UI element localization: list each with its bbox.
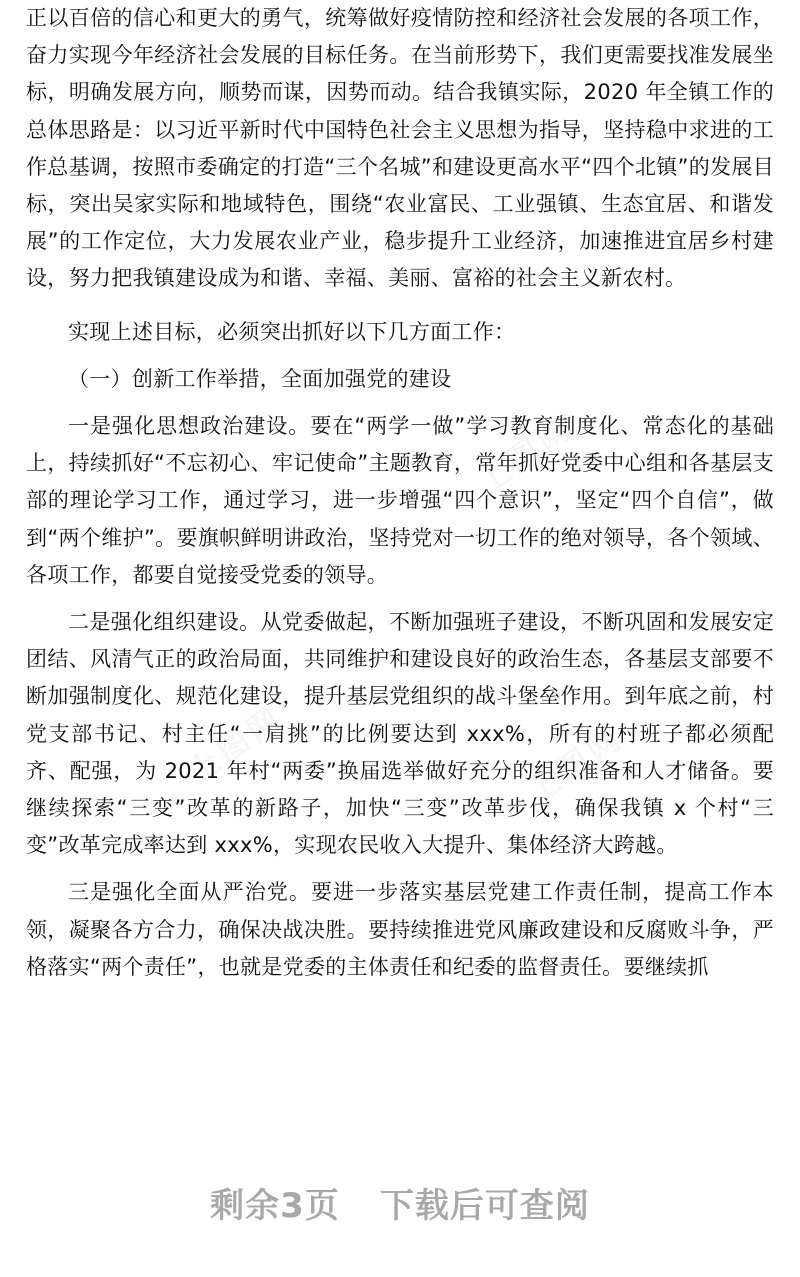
paragraph: 实现上述目标，必须突出抓好以下几方面工作：: [68, 319, 516, 344]
watermark: 上图网: [180, 698, 291, 792]
paragraph: 三是强化全面从严治党。要进一步落实基层党建工作责任制，提高工作本领，凝聚各方合力，确保决战决胜。要持续推进党风廉政建设和反腐败斗争，严格落实“两个责任”，也就是党委的主体责任和纪委的监督责任。要继续抓: [26, 880, 774, 979]
section-heading: （一）创新工作举措，全面加强党的建设: [68, 366, 452, 391]
download-hint-label: 下载后可查阅: [379, 1185, 590, 1226]
document-body: [26, 0, 774, 986]
paragraph: 二是强化组织建设。从党委做起，不断加强班子建设，不断巩固和发展安定团结、风清气正的政治局面，共同维护和建设良好的政治生态，各基层支部要不断加强制度化、规范化建设，提升基层党组织的战斗堡垒作用。到年底之前，村党支部书记、村主任“一肩挑”的比例要达到 xxx%，所有的村班子都必须配齐、配强，为 2021 年村“两委”换届选举做好充分的组织准备和人才储备。要继续探索“三变”改革的新路子，加快“三变”改革步伐，确保我镇 x 个村“三变”改革完成率达到 xxx%，实现农民收入大提升、集体经济大跨越。: [26, 610, 774, 858]
remaining-pages-banner[interactable]: [0, 1172, 800, 1232]
remaining-pages-label: 剩余3页: [210, 1185, 340, 1226]
watermark: 上图网: [520, 718, 631, 812]
watermark: 上图网: [470, 408, 581, 502]
paragraph: 正以百倍的信心和更大的勇气，统筹做好疫情防控和经济社会发展的各项工作，奋力实现今年经济社会发展的目标任务。在当前形势下，我们更需要找准发展坐标，明确发展方向，顺势而谋，因势而动。结合我镇实际，2020 年全镇工作的总体思路是：以习近平新时代中国特色社会主义思想为指导，坚持稳中求进的工作总基调，按照市委确定的打造“三个名城”和建设更高水平“四个北镇”的发展目标，突出吴家实际和地域特色，围绕“农业富民、工业强镇、生态宜居、和谐发展”的工作定位，大力发展农业产业，稳步提升工业经济，加速推进宜居乡村建设，努力把我镇建设成为和谐、幸福、美丽、富裕的社会主义新农村。: [26, 6, 774, 291]
paragraph: 一是强化思想政治建设。要在“两学一做”学习教育制度化、常态化的基础上，持续抓好“不忘初心、牢记使命”主题教育，常年抓好党委中心组和各基层支部的理论学习工作，通过学习，进一步增强“四个意识”，坚定“四个自信”，做到“两个维护”。要旗帜鲜明讲政治，坚持党对一切工作的绝对领导，各个领域、各项工作，都要自觉接受党委的领导。: [26, 414, 774, 587]
